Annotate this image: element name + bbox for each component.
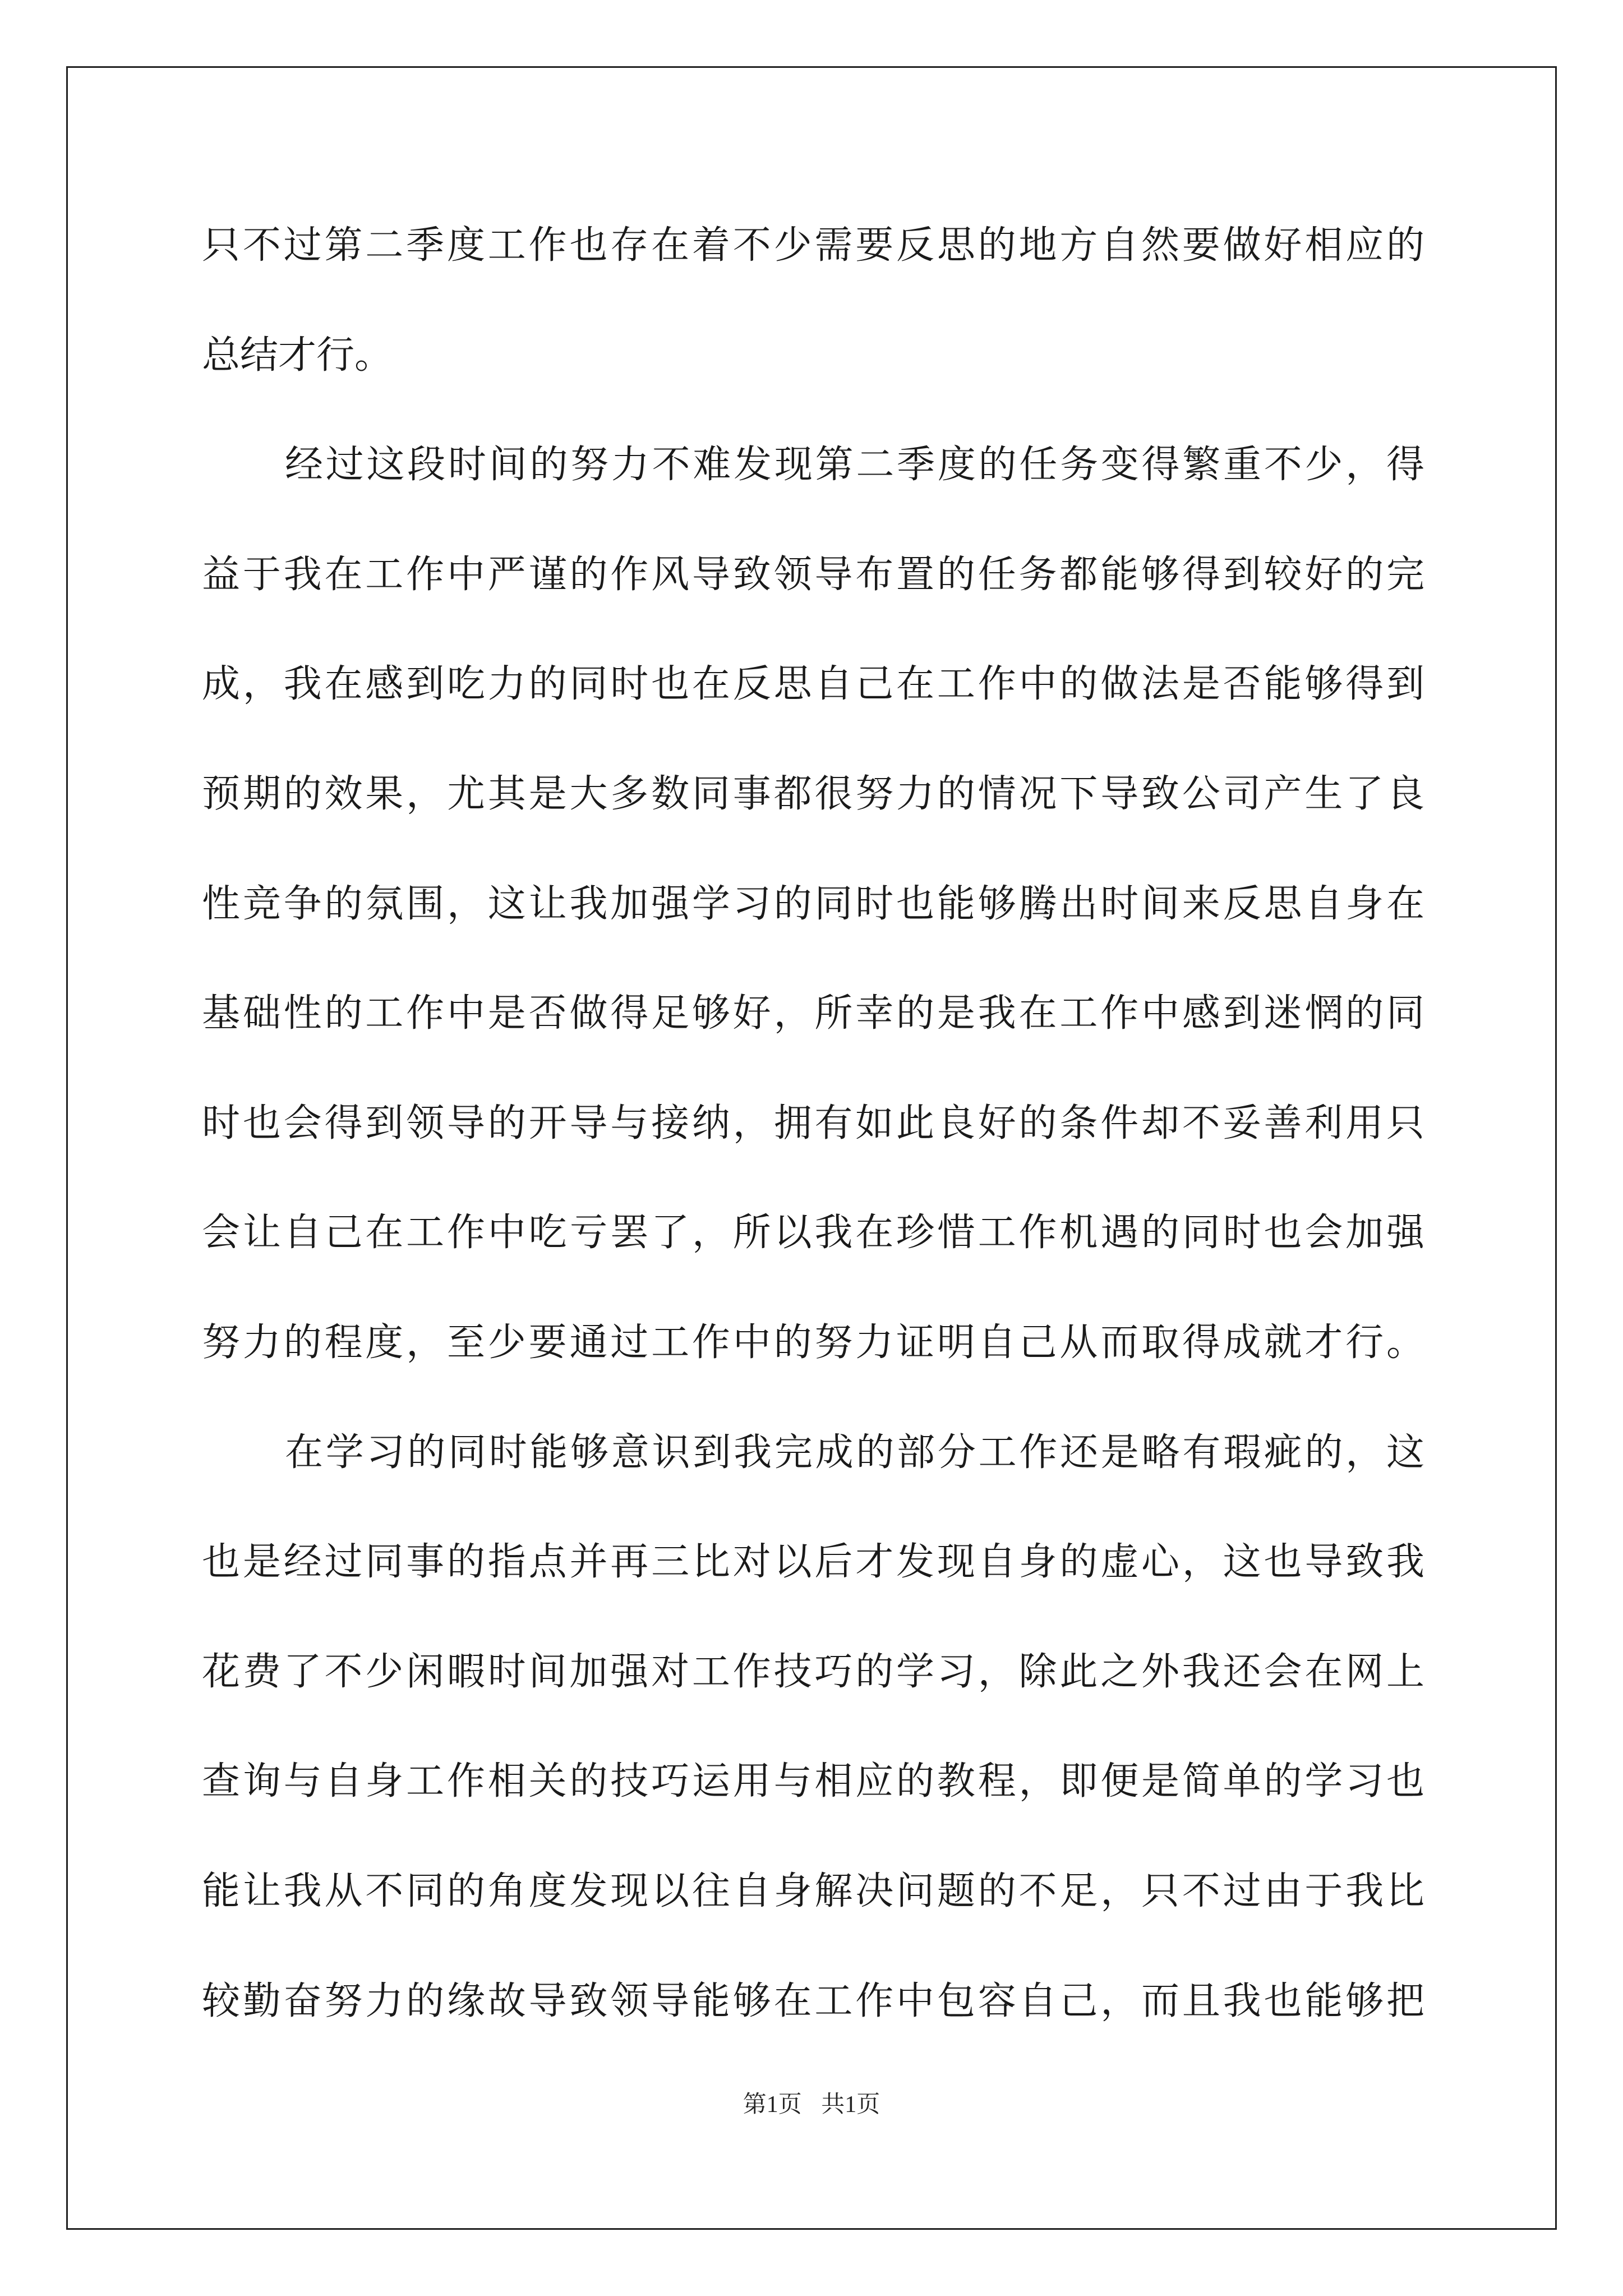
text-line: 花费了不少闲暇时间加强对工作技巧的学习，除此之外我还会在网上 [202, 1649, 1424, 1694]
text-line: 在学习的同时能够意识到我完成的部分工作还是略有瑕疵的，这 [285, 1430, 1424, 1475]
text-line: 较勤奋努力的缘故导致领导能够在工作中包容自己，而且我也能够把 [202, 1978, 1424, 2023]
text-line: 查询与自身工作相关的技巧运用与相应的教程，即便是简单的学习也 [202, 1759, 1424, 1804]
text-line: 也是经过同事的指点并再三比对以后才发现自身的虚心，这也导致我 [202, 1540, 1424, 1585]
text-line: 时也会得到领导的开导与接纳，拥有如此良好的条件却不妥善利用只 [202, 1101, 1424, 1145]
text-line: 益于我在工作中严谨的作风导致领导布置的任务都能够得到较好的完 [202, 552, 1424, 597]
text-line: 经过这段时间的努力不难发现第二季度的任务变得繁重不少，得 [285, 443, 1424, 487]
text-line: 预期的效果，尤其是大多数同事都很努力的情况下导致公司产生了良 [202, 771, 1424, 816]
text-line: 总结才行。 [202, 333, 393, 378]
text-line: 性竞争的氛围，这让我加强学习的同时也能够腾出时间来反思自身在 [202, 881, 1424, 926]
text-line: 能让我从不同的角度发现以往自身解决问题的不足，只不过由于我比 [202, 1869, 1424, 1913]
text-line: 只不过第二季度工作也存在着不少需要反思的地方自然要做好相应的 [202, 223, 1424, 268]
text-line: 成，我在感到吃力的同时也在反思自己在工作中的做法是否能够得到 [202, 662, 1424, 707]
text-line: 基础性的工作中是否做得足够好，所幸的是我在工作中感到迷惘的同 [202, 991, 1424, 1036]
text-line: 努力的程度，至少要通过工作中的努力证明自己从而取得成就才行。 [202, 1320, 1424, 1365]
page-number: 第1页 [743, 2092, 802, 2118]
page-footer [0, 2088, 1623, 2122]
document-body [202, 191, 1424, 2056]
page-total: 共1页 [821, 2092, 880, 2118]
text-line: 会让自己在工作中吃亏罢了，所以我在珍惜工作机遇的同时也会加强 [202, 1211, 1424, 1255]
